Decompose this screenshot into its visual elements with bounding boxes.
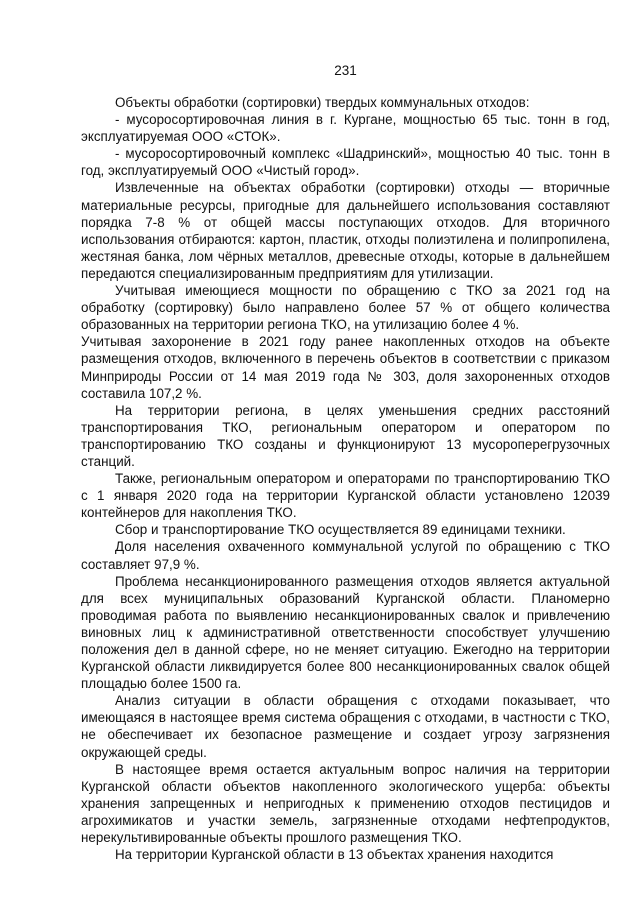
paragraph: Также, региональным оператором и операторами по транспортированию ТКО с 1 января 2020 года на территории Курганской области установлено 12039 контейнеров для накопления ТКО. — [81, 471, 610, 521]
paragraph: В настоящее время остается актуальным вопрос наличия на территории Курганской области объектов накопленного экологического ущерба: объекты хранения запрещенных и непригодных к применению отходов пестицидов и агрохимикатов и участки земель, загрязненные отходами нефтепродуктов, нерекультивированные объекты прошлого размещения ТКО. — [81, 761, 610, 846]
paragraph: Проблема несанкционированного размещения отходов является актуальной для всех муниципальных образований Курганской области. Планомерно проводимая работа по выявлению несанкционированных свалок и привлечению виновных лиц к административной ответственности способствует улучшению положения дел в данной сфере, но не меняет ситуацию. Ежегодно на территории Курганской области ликвидируется более 800 несанкционированных свалок общей площадью более 1500 га. — [81, 573, 610, 692]
paragraph: Доля населения охваченного коммунальной услугой по обращению с ТКО составляет 97,9 %. — [81, 539, 610, 572]
document-body — [81, 94, 610, 863]
paragraph: Учитывая имеющиеся мощности по обращению с ТКО за 2021 год на обработку (сортировку) было направлено более 57 % от общего количества образованных на территории региона ТКО, на утилизацию более 4 %. — [81, 283, 610, 333]
paragraph: Сбор и транспортирование ТКО осуществляется 89 единицами техники. — [115, 522, 566, 538]
paragraph: - мусоросортировочная линия в г. Кургане, мощностью 65 тыс. тонн в год, эксплуатируемая ООО «СТОК». — [81, 112, 610, 145]
paragraph: Объекты обработки (сортировки) твердых коммунальных отходов: — [115, 95, 530, 110]
paragraph: - мусоросортировочный комплекс «Шадринский», мощностью 40 тыс. тонн в год, эксплуатируемый ООО «Чистый город». — [81, 146, 610, 179]
paragraph: Анализ ситуации в области обращения с отходами показывает, что имеющаяся в настоящее время система обращения с отходами, в частности с ТКО, не обеспечивает их безопасное размещение и создает угрозу загрязнения окружающей среды. — [81, 693, 610, 760]
page-number: 231 — [334, 63, 357, 78]
paragraph: Учитывая захоронение в 2021 году ранее накопленных отходов на объекте размещения отходов, включенного в перечень объектов в соответствии с приказом Минприроды России от 14 мая 2019 года № 303, доля захороненных отходов составила 107,2 %. — [81, 334, 610, 401]
paragraph: На территории региона, в целях уменьшения средних расстояний транспортирования ТКО, региональным оператором и оператором по транспортированию ТКО созданы и функционируют 13 мусороперегрузочных станций. — [81, 402, 610, 469]
paragraph: Извлеченные на объектах обработки (сортировки) отходы — вторичные материальные ресурсы, пригодные для дальнейшего использования составляют порядка 7-8 % от общей массы поступающих отходов. Для вторичного использования отбираются: картон, пластик, отходы полиэтилена и полипропилена, жестяная банка, лом чёрных металлов, древесные отходы, которые в дальнейшем передаются специализированным предприятиям для утилизации. — [81, 180, 610, 281]
paragraph: На территории Курганской области в 13 объектах хранения находится — [115, 847, 554, 863]
